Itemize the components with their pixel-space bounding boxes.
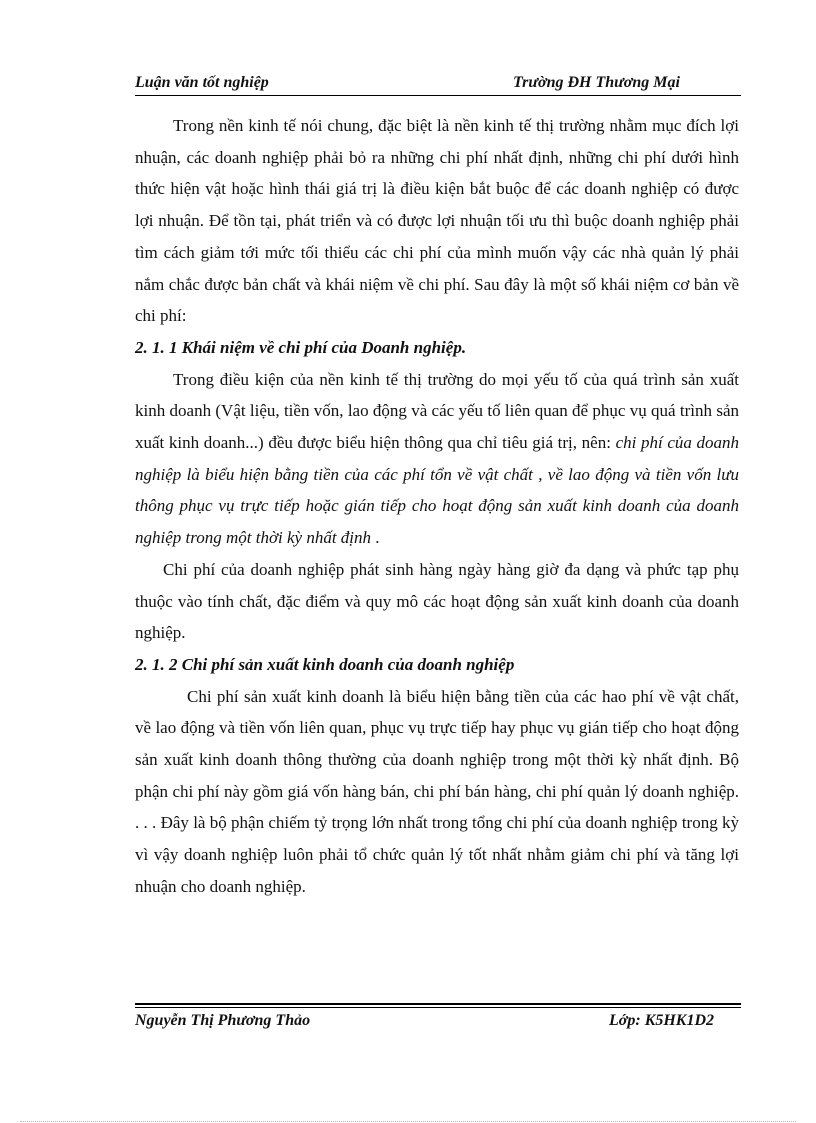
header-university: Trường ĐH Thương Mại: [513, 74, 680, 91]
header-thesis-label: Luận văn tốt nghiệp: [135, 74, 269, 91]
definition-italic: chi phí của doanh nghiệp là biểu hiện bằng tiền của các phí tổn về vật chất , về lao động và tiền vốn lưu thông phục vụ trực tiếp hoặc gián tiếp cho hoạt động sản xuất kinh doanh của doanh nghiệp trong một thời kỳ nhất định: [135, 433, 739, 548]
footer-rule-thin: [135, 1007, 741, 1008]
definition-end: .: [371, 528, 380, 548]
footer-rule-thick: [135, 1003, 741, 1005]
document-body: [135, 110, 739, 903]
paragraph-definition: [135, 364, 739, 554]
footer-author: Nguyễn Thị Phương Thảo: [135, 1012, 311, 1029]
page-header: [135, 72, 740, 96]
header-rule: [135, 95, 741, 96]
section-heading-2-1-1: 2. 1. 1 Khái niệm về chi phí của Doanh nghiệp.: [135, 337, 467, 357]
paragraph-production-cost: Chi phí sản xuất kinh doanh là biểu hiện bằng tiền của các hao phí về vật chất, về lao động và tiền vốn liên quan, phục vụ trực tiếp hay phục vụ gián tiếp cho hoạt động sản xuất kinh doanh thông thường của doanh nghiệp trong một thời kỳ nhất định. Bộ phận chi phí này gồm giá vốn hàng bán, chi phí bán hàng, chi phí quản lý doanh nghiệp. . . . Đây là bộ phận chiếm tỷ trọng lớn nhất trong tổng chi phí của doanh nghiệp trong kỳ vì vậy doanh nghiệp luôn phải tổ chức quản lý tốt nhất nhằm giảm chi phí và tăng lợi nhuận cho doanh nghiệp.: [135, 686, 739, 896]
definition-lead: Trong điều kiện của nền kinh tế thị trường do mọi yếu tố của quá trình sản xuất kinh doanh (Vật liệu, tiền vốn, lao động và các yếu tố liên quan để phục vụ quá trình sản xuất kinh doanh...) đều được biểu hiện thông qua chỉ tiêu giá trị, nên:: [135, 369, 739, 453]
paragraph-cost-nature: Chi phí của doanh nghiệp phát sinh hàng ngày hàng giờ đa dạng và phức tạp phụ thuộc vào tính chất, đặc điểm và quy mô các hoạt động sản xuất kinh doanh của doanh nghiệp.: [135, 559, 739, 643]
page-edge: [20, 1121, 796, 1122]
section-heading-2-1-2: 2. 1. 2 Chi phí sản xuất kinh doanh của doanh nghiệp: [135, 654, 515, 674]
paragraph-intro: Trong nền kinh tế nói chung, đặc biệt là nền kinh tế thị trường nhằm mục đích lợi nhuận, các doanh nghiệp phải bỏ ra những chi phí nhất định, những chi phí dưới hình thức hiện vật hoặc hình thái giá trị là điều kiện bắt buộc để các doanh nghiệp có được lợi nhuận. Để tồn tại, phát triển và có được lợi nhuận tối ưu thì buộc doanh nghiệp phải tìm cách giảm tới mức tối thiểu các chi phí của mình muốn vậy các nhà quản lý phải nắm chắc được bản chất và khái niệm về chi phí. Sau đây là một số khái niệm cơ bản về chi phí:: [135, 116, 739, 326]
page-footer: [135, 1010, 740, 1034]
footer-class: Lớp: K5HK1D2: [609, 1012, 715, 1029]
